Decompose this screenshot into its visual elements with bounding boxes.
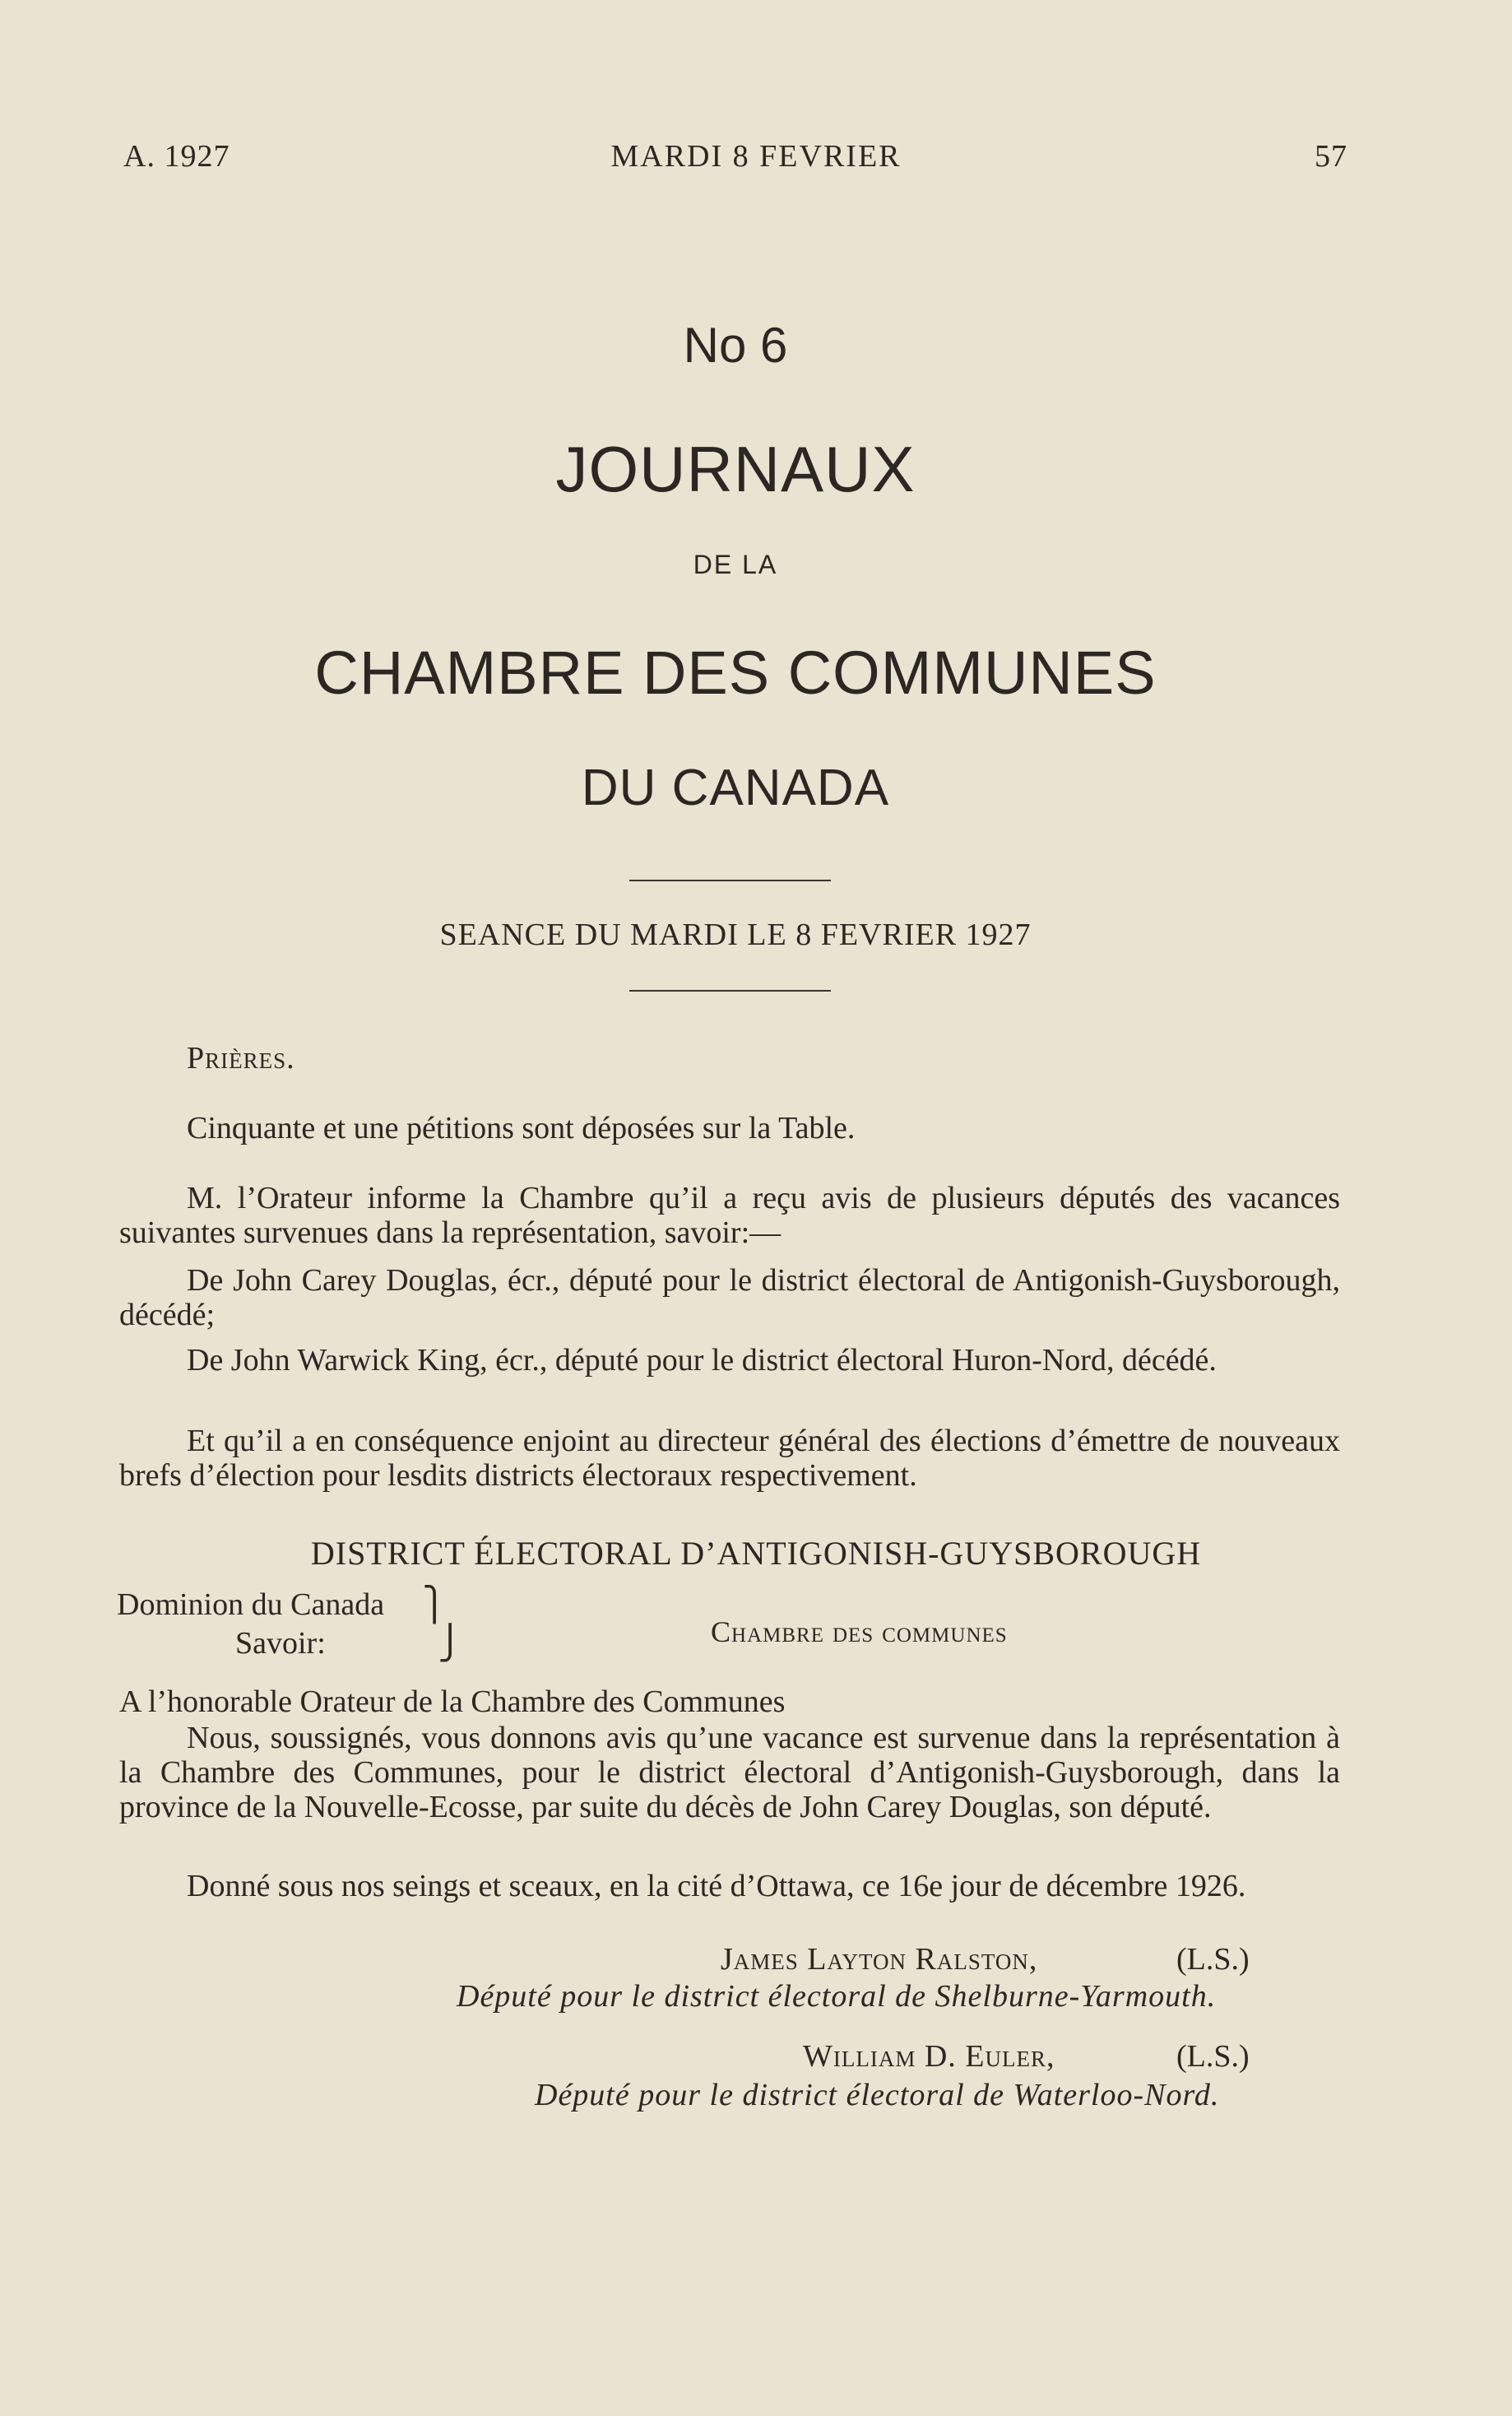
savoir-line: Savoir: bbox=[235, 1626, 326, 1661]
session-heading: SEANCE DU MARDI LE 8 FEVRIER 1927 bbox=[439, 918, 1032, 952]
title-de-la: DE LA bbox=[693, 550, 778, 579]
divider-bottom bbox=[629, 990, 831, 992]
speaker-paragraph: M. l’Orateur informe la Chambre qu’il a reçu avis de plusieurs députés des vacances suivantes survenues dans la représentation, savoir:— bbox=[119, 1181, 1340, 1250]
brace-top-glyph: ⎫ bbox=[422, 1586, 447, 1623]
header-date: MARDI 8 FEVRIER bbox=[610, 139, 902, 174]
addressee-line: A l’honorable Orateur de la Chambre des Communes bbox=[119, 1684, 786, 1719]
brace-bottom-glyph: ⎭ bbox=[438, 1624, 462, 1661]
signature-role-ralston: Député pour le district électoral de Shelburne-Yarmouth. bbox=[457, 1979, 1217, 2014]
title-du-canada: DU CANADA bbox=[581, 760, 890, 816]
signature-name-ralston: James Layton Ralston, bbox=[721, 1942, 1038, 1977]
title-chambre: CHAMBRE DES COMMUNES bbox=[314, 639, 1157, 707]
king-paragraph: De John Warwick King, écr., député pour le district électoral Huron-Nord, décédé. bbox=[187, 1343, 1217, 1378]
signature-role-euler: Député pour le district électoral de Waterloo-Nord. bbox=[535, 2078, 1220, 2112]
writ-paragraph: Et qu’il a en conséquence enjoint au directeur général des élections d’émettre de nouveaux brefs d’élection pour lesdits districts électoraux respectivement. bbox=[119, 1424, 1340, 1493]
prayers-paragraph: Prières. bbox=[187, 1041, 295, 1076]
header-year: A. 1927 bbox=[123, 139, 230, 174]
divider-top bbox=[629, 880, 831, 881]
given-paragraph: Donné sous nos seings et sceaux, en la cité d’Ottawa, ce 16e jour de décembre 1926. bbox=[187, 1869, 1246, 1903]
petitions-paragraph: Cinquante et une pétitions sont déposées sur la Table. bbox=[187, 1111, 856, 1145]
district-heading: DISTRICT ÉLECTORAL D’ANTIGONISH-GUYSBOROUGH bbox=[310, 1535, 1202, 1572]
chamber-header: Chambre des communes bbox=[711, 1615, 1008, 1648]
seal-ralston: (L.S.) bbox=[1176, 1942, 1250, 1977]
notice-paragraph: Nous, soussignés, vous donnons avis qu’une vacance est survenue dans la représentation à la Chambre des Communes, pour le district électoral d’Antigonish-Guysborough, dans la province de la Nouvelle-Ecosse, par suite du décès de John Carey Douglas, son député. bbox=[119, 1721, 1340, 1824]
douglas-paragraph: De John Carey Douglas, écr., député pour le district électoral de Antigonish-Guysborough, décédé; bbox=[119, 1263, 1340, 1332]
page-number: 57 bbox=[1315, 139, 1347, 174]
journal-number: No 6 bbox=[683, 318, 788, 373]
title-journaux: JOURNAUX bbox=[555, 433, 916, 505]
dominion-line: Dominion du Canada bbox=[117, 1587, 385, 1622]
seal-euler: (L.S.) bbox=[1176, 2039, 1250, 2074]
signature-name-euler: William D. Euler, bbox=[803, 2039, 1055, 2074]
